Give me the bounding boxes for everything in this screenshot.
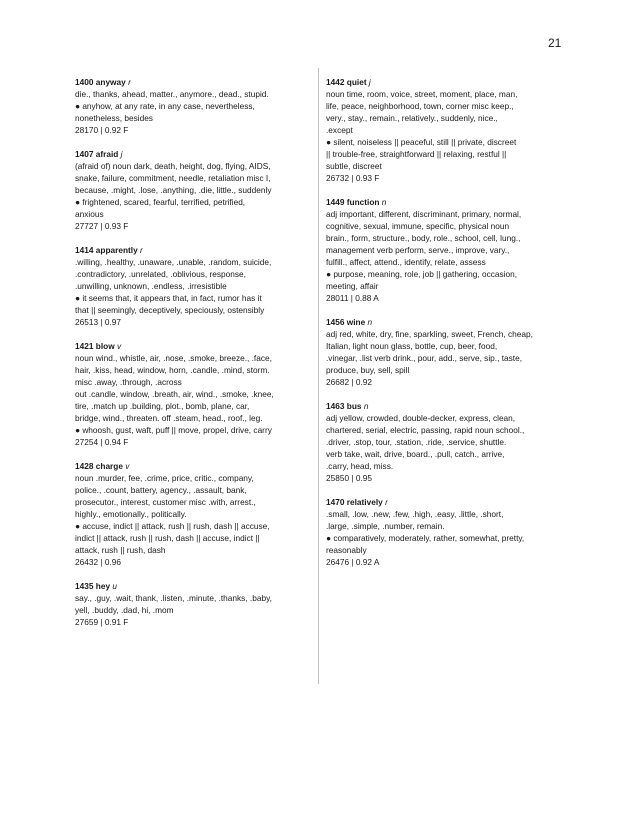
dictionary-entry [75, 460, 313, 568]
dictionary-entry [75, 340, 313, 448]
entry-headword-line [75, 76, 313, 88]
entry-headword: 1421 blow [75, 341, 115, 351]
entry-part-of-speech: n [381, 197, 387, 207]
entry-headword-line [326, 196, 566, 208]
entry-line: because, .might, .lose, .anything, .die, little., suddenly [75, 185, 272, 195]
entry-line: prosecutor., interest, customer misc .with, arrest., [75, 497, 256, 507]
entry-line: ● whoosh, gust, waft, puff || move, propel, drive, carry [75, 425, 272, 435]
left-column [75, 76, 313, 640]
entry-line: .willing, .healthy, .unaware, .unable, .random, suicide, [75, 257, 272, 267]
right-column [326, 76, 566, 580]
page-number: 21 [548, 36, 562, 50]
entry-headword-line [326, 400, 566, 412]
entry-line: .carry, head, miss. [326, 461, 394, 471]
entry-line: management verb perform, serve., improve, vary., [326, 245, 510, 255]
dictionary-entry [326, 316, 566, 388]
entry-line: nonetheless, besides [75, 113, 153, 123]
dictionary-entry [326, 496, 566, 568]
entry-line: highly., emotionally., politically. [75, 509, 187, 519]
entry-line: || trouble-free, straightforward || relaxing, restful || [326, 149, 507, 159]
entry-line: subtle, discreet [326, 161, 382, 171]
dictionary-entry [75, 148, 313, 232]
entry-line: .vinegar, .list verb drink., pour, add., serve, sip., taste, [326, 353, 522, 363]
entry-part-of-speech: v [116, 341, 122, 351]
dictionary-entry [326, 76, 566, 184]
entry-headword: 1407 afraid [75, 149, 119, 159]
dictionary-entry [75, 580, 313, 628]
entry-headword: 1449 function [326, 197, 380, 207]
entry-line: police., .count, battery, agency., .assault, bank, [75, 485, 247, 495]
entry-part-of-speech: n [363, 401, 369, 411]
entry-line: 26432 | 0.96 [75, 557, 121, 567]
entry-part-of-speech: v [125, 461, 130, 471]
entry-line: .large, .simple, .number, remain. [326, 521, 445, 531]
entry-part-of-speech: r [140, 245, 143, 255]
entry-line: 28011 | 0.88 A [326, 293, 379, 303]
entry-line: misc .away, .through, .across [75, 377, 182, 387]
entry-line: .except [326, 125, 353, 135]
entry-line: yell, .buddy, .dad, hi, .mom [75, 605, 174, 615]
entry-headword-line [75, 340, 313, 352]
entry-headword-line [326, 316, 566, 328]
entry-part-of-speech: j [368, 77, 371, 87]
entry-part-of-speech: n [367, 317, 373, 327]
entry-part-of-speech: j [120, 149, 123, 159]
entry-line: ● anyhow, at any rate, in any case, nevertheless, [75, 101, 255, 111]
entry-line: noun wind., whistle, air, .nose, .smoke, breeze., .face, [75, 353, 272, 363]
entry-headword: 1400 anyway [75, 77, 126, 87]
dictionary-entry [75, 244, 313, 328]
entry-line: noun .murder, fee, .crime, price, critic., company, [75, 473, 254, 483]
entry-headword: 1463 bus [326, 401, 362, 411]
entry-headword-line [75, 244, 313, 256]
entry-headword: 1414 apparently [75, 245, 138, 255]
entry-line: bridge, wind., threaten. off .steam, head., roof., leg. [75, 413, 263, 423]
entry-headword: 1428 charge [75, 461, 123, 471]
entry-line: cognitive, sexual, immune, specific, physical noun [326, 221, 510, 231]
entry-line: tire, .match up .building, plot., bomb, plane, car, [75, 401, 250, 411]
entry-line: 27254 | 0.94 F [75, 437, 129, 447]
entry-part-of-speech: r [385, 497, 388, 507]
entry-line: ● accuse, indict || attack, rush || rush, dash || accuse, [75, 521, 270, 531]
entry-headword: 1470 relatively [326, 497, 383, 507]
entry-line: 27727 | 0.93 F [75, 221, 129, 231]
entry-line: that || seemingly, deceptively, speciously, ostensibly [75, 305, 265, 315]
entry-line: adj red, white, dry, fine, sparkling, sweet, French, cheap, [326, 329, 533, 339]
entry-line: meeting, affair [326, 281, 379, 291]
entry-line: ● purpose, meaning, role, job || gathering, occasion, [326, 269, 518, 279]
entry-line: .small, .low, .new, .few, .high, .easy, .little, .short, [326, 509, 504, 519]
entry-headword-line [75, 148, 313, 160]
entry-line: hair, .kiss, head, window, horn, .candle, .mind, storm. [75, 365, 270, 375]
entry-headword: 1435 hey [75, 581, 111, 591]
entry-line: very., stay., remain., relatively., suddenly, nice., [326, 113, 498, 123]
entry-line: (afraid of) noun dark, death, height, dog, flying, AIDS, [75, 161, 271, 171]
entry-line: .unwilling, unknown, .endless, .irresistible [75, 281, 227, 291]
entry-line: noun time, room, voice, street, moment, place, man, [326, 89, 518, 99]
entry-line: ● it seems that, it appears that, in fact, rumor has it [75, 293, 262, 303]
dictionary-entry [326, 196, 566, 304]
entry-part-of-speech: u [112, 581, 117, 591]
entry-part-of-speech: r [128, 77, 131, 87]
entry-line: say., .guy, .wait, thank, .listen, .minute, .thanks, .baby, [75, 593, 272, 603]
entry-line: .driver, .stop, tour, .station, .ride, .service, shuttle. [326, 437, 507, 447]
entry-line: fulfill., affect, attend., identify, relate, assess [326, 257, 486, 267]
entry-line: 26476 | 0.92 A [326, 557, 380, 567]
entry-line: brain., form, structure., body, role., school, cell, lung., [326, 233, 521, 243]
entry-line: produce, buy, sell, spill [326, 365, 410, 375]
entry-headword-line [326, 496, 566, 508]
entry-line: out .candle, window, .breath, air, wind., .smoke, .knee, [75, 389, 274, 399]
entry-headword-line [326, 76, 566, 88]
entry-line: adj yellow, crowded, double-decker, express, clean, [326, 413, 516, 423]
entry-line: Italian, light noun glass, bottle, cup, beer, food, [326, 341, 498, 351]
entry-line: ● silent, noiseless || peaceful, still || private, discreet [326, 137, 517, 147]
entry-line: ● comparatively, moderately, rather, somewhat, pretty, [326, 533, 525, 543]
entry-line: 26732 | 0.93 F [326, 173, 380, 183]
entry-line: attack, rush || rush, dash [75, 545, 166, 555]
entry-line: 26682 | 0.92 [326, 377, 372, 387]
entry-headword-line [75, 460, 313, 472]
entry-line: snake, failure, commitment, needle, retaliation misc I, [75, 173, 271, 183]
entry-line: 26513 | 0.97 [75, 317, 121, 327]
entry-line: reasonably [326, 545, 367, 555]
dictionary-entry [326, 400, 566, 484]
entry-headword: 1442 quiet [326, 77, 367, 87]
entry-line: 25850 | 0.95 [326, 473, 372, 483]
entry-line: 28170 | 0.92 F [75, 125, 129, 135]
entry-line: chartered, serial, electric, passing, rapid noun school., [326, 425, 525, 435]
entry-line: verb take, wait, drive, board., .pull, catch., arrive, [326, 449, 505, 459]
entry-line: anxious [75, 209, 104, 219]
dictionary-entry [75, 76, 313, 136]
entry-line: indict || attack, rush || rush, dash || accuse, indict || [75, 533, 260, 543]
entry-headword-line [75, 580, 313, 592]
entry-line: 27659 | 0.91 F [75, 617, 129, 627]
entry-line: .contradictory, .unrelated, .oblivious, response, [75, 269, 246, 279]
entry-line: die., thanks, ahead, matter., anymore., dead., stupid. [75, 89, 269, 99]
entry-line: ● frightened, scared, fearful, terrified, petrified, [75, 197, 246, 207]
column-divider [318, 68, 319, 684]
entry-headword: 1456 wine [326, 317, 366, 327]
entry-line: life, peace, neighborhood, town, corner misc keep., [326, 101, 514, 111]
entry-line: adj important, different, discriminant, primary, normal, [326, 209, 522, 219]
